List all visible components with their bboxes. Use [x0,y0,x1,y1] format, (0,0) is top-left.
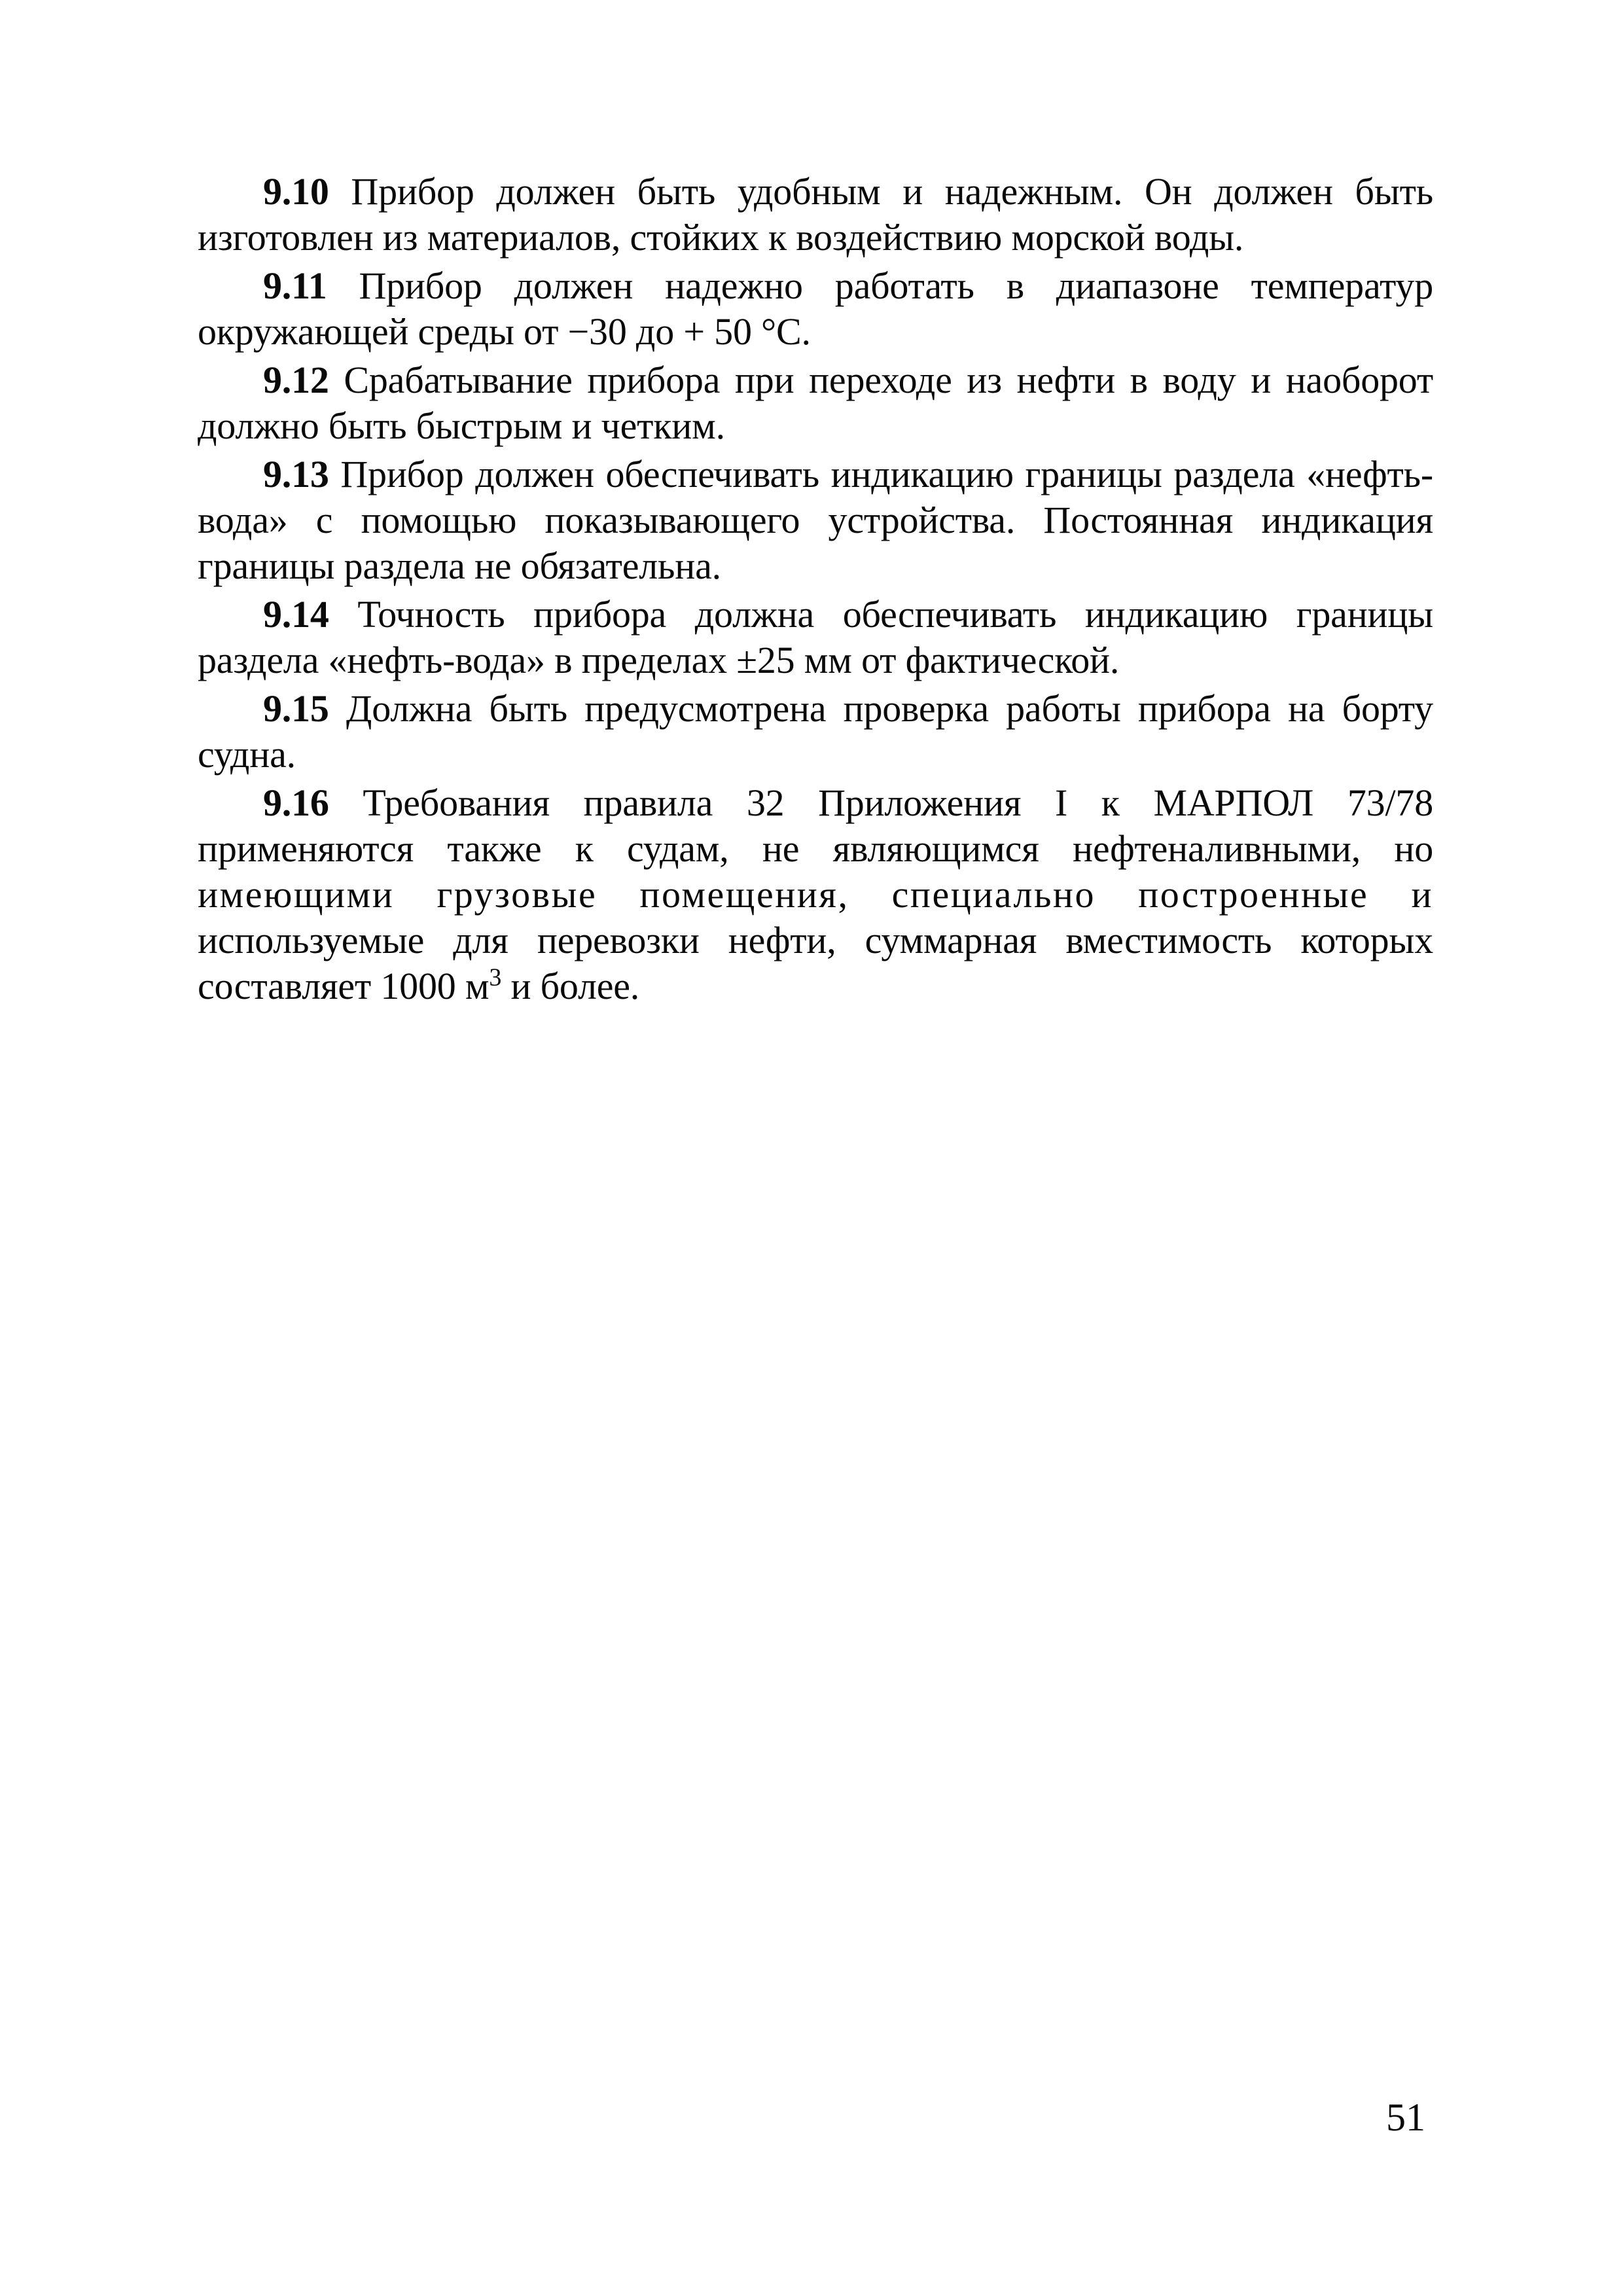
paragraph-text-spaced: имеющими грузовые помещения, специально построенные и [198,873,1433,916]
superscript-cubic: 3 [489,963,502,992]
paragraph-number: 9.16 [263,781,329,824]
paragraph-9-11 [198,263,1433,355]
paragraph-text: Прибор должен быть удобным и надежным. Он должен быть изготовлен из материалов, стойких к воздействию морской воды. [198,170,1433,259]
paragraph-9-16 [198,780,1433,1009]
paragraph-text: Должна быть предусмотрена проверка работы прибора на борту судна. [198,687,1433,776]
paragraph-text: Требования правила 32 Приложения I к МАРПОЛ 73/78 применяются также к судам, не являющимся нефтеналивными, но [198,781,1433,870]
paragraph-9-13 [198,452,1433,589]
paragraph-9-10 [198,169,1433,260]
page-number: 51 [1386,2096,1425,2139]
paragraph-number: 9.12 [263,359,329,401]
paragraph-text: Прибор должен надежно работать в диапазоне температур окружающей среды от −30 до + 50 °С. [198,264,1433,353]
paragraph-number: 9.14 [263,593,329,636]
paragraph-number: 9.15 [263,687,329,730]
paragraph-text-end: и более. [501,965,640,1007]
paragraph-text: Срабатывание прибора при переходе из нефти в воду и наоборот должно быть быстрым и четким. [198,359,1433,447]
paragraph-9-12 [198,357,1433,449]
paragraph-text: используемые для перевозки нефти, суммарная вместимость которых составляет 1000 м [198,919,1433,1007]
paragraph-number: 9.10 [263,170,329,213]
document-body [198,169,1433,1012]
paragraph-9-15 [198,686,1433,778]
paragraph-number: 9.13 [263,453,329,495]
paragraph-text: Прибор должен обеспечивать индикацию границы раздела «нефть-вода» с помощью показывающего устройства. Постоянная индикация границы раздела не обязательна. [198,453,1433,587]
paragraph-9-14 [198,592,1433,683]
paragraph-text: Точность прибора должна обеспечивать индикацию границы раздела «нефть-вода» в пределах ±25 мм от фактической. [198,593,1433,681]
paragraph-number: 9.11 [263,264,327,307]
